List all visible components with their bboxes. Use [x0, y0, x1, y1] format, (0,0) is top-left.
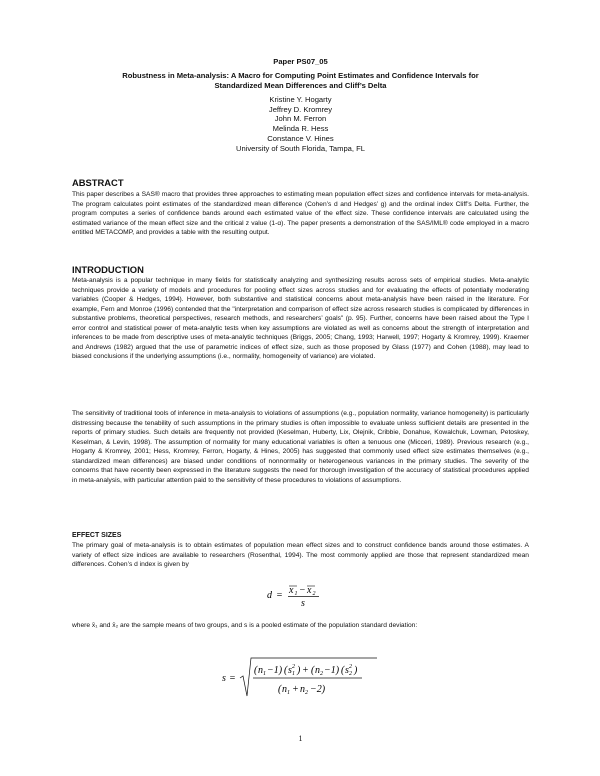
svg-text:(: ( [254, 665, 258, 676]
svg-text:s: s [288, 665, 292, 676]
title-line-2: Standardized Mean Differences and Cliff’s Delta [214, 80, 387, 90]
svg-text:2: 2 [305, 690, 308, 696]
svg-text:2: 2 [292, 664, 295, 670]
pooled-s-equation [222, 654, 382, 700]
paper-title [72, 71, 529, 90]
svg-text:(: ( [311, 665, 315, 676]
cohens-d-equation [267, 578, 337, 610]
introduction-heading: INTRODUCTION [72, 264, 144, 275]
abstract-heading: ABSTRACT [72, 177, 124, 188]
svg-text:−2): −2) [310, 684, 326, 695]
svg-text:s: s [301, 598, 305, 609]
svg-text:1: 1 [292, 671, 295, 677]
page-number: 1 [298, 734, 303, 743]
svg-text:s: s [222, 673, 226, 684]
svg-text:+: + [292, 684, 299, 695]
author-name: John M. Ferron [274, 114, 327, 124]
svg-text:−1): −1) [267, 665, 283, 676]
svg-text:n: n [300, 684, 305, 695]
svg-text:x: x [307, 585, 312, 596]
svg-text:=: = [229, 673, 236, 684]
author-block [72, 95, 529, 153]
introduction-paragraph-2: The sensitivity of traditional tools of inference in meta-analysis to violations of assumptions (e.g., population normality, variance homogeneity) is particularly distressing because the tenability of such assumptions in the primary studies is often impossible to evaluate unless sufficient details are presented in the reports of primary studies. Such details are frequently not provided (Keselman, Huberty, Lix, Olejnik, Cribbie, Donahue, Kowalchuk, Lowman, Petoskey, Keselman, & Levin, 1998). The assumption of normality for many educational variables is often a tenuous one (Micceri, 1989). Previous research (e.g., Hogarty & Kromrey, 2001; Hess, Kromrey, Ferron, Hogarty, & Hines, 2005) has suggested that commonly used effect size estimates themselves (e.g., standardized mean differences) are biased under conditions of nonnormality or heterogeneous variances in the primary studies. The severity of the concerns that have recently been expressed in the literature suggests the need for thorough investigation of the accuracy of statistical procedures applied in meta-analysis, with particular attention paid to the sensitivity of these procedures to violations of assumptions. [72, 410, 529, 484]
author-name: Melinda R. Hess [272, 124, 329, 134]
affiliation: University of South Florida, Tampa, FL [235, 143, 365, 153]
svg-text:n: n [315, 665, 320, 676]
svg-text:(: ( [284, 665, 288, 676]
svg-text:2: 2 [349, 664, 352, 670]
svg-text:d: d [267, 590, 272, 601]
svg-text:2: 2 [312, 591, 316, 597]
abstract-text: This paper describes a SAS® macro that provides three approaches to estimating mean population effect sizes and confidence intervals for meta-analysis. The program calculates point estimates of the standardized mean difference (Cohen’s d and Hedges’ g) and the ordinal index Cliff’s Delta. Further, the program computes a series of confidence bands around each estimated value of the effect size. These confidence intervals are calculated using the estimated variance of the mean effect size and the critical z value (1-α). The paper presents a demonstration of the SAS/IML® code employed in a macro entitled METACOMP, and provides a table with the resulting output. [72, 191, 529, 237]
svg-text:1: 1 [294, 591, 298, 597]
svg-text:+: + [302, 665, 309, 676]
effect-sizes-heading: EFFECT SIZES [72, 532, 122, 539]
svg-text:x: x [289, 585, 294, 596]
svg-text:(: ( [341, 665, 345, 676]
svg-text:(: ( [278, 684, 282, 695]
author-name: Jeffrey D. Kromrey [268, 104, 333, 114]
svg-text:n: n [282, 684, 287, 695]
paper-id: Paper PS07_05 [273, 57, 328, 66]
svg-text:−1): −1) [324, 665, 340, 676]
svg-text:2: 2 [349, 671, 352, 677]
svg-text:n: n [258, 665, 263, 676]
svg-text:−: − [299, 585, 306, 596]
svg-text:): ) [354, 665, 358, 676]
svg-text:): ) [297, 665, 301, 676]
introduction-paragraph-1: Meta-analysis is a popular technique in many fields for statistically analyzing and synthesizing results across sets of empirical studies. Meta-analytic techniques provide a variety of models and procedures for pooling effect sizes across studies and for evaluating the effects of potentially moderating variables (Cooper & Hedges, 1994). However, both substantive and statistical concerns about meta-analysis have been raised in the literature. For example, Fern and Monroe (1996) contended that the "interpretation and comparison of effect size across research studies is complicated by differences in substantive problems, theoretical perspectives, research methods, and researchers’ goals" (p. 95). Further, concerns have been raised about the Type I error control and statistical power of meta-analytic tests when key assumptions are violated as well as concerns about the strength of interpretation and inferences to be made from descriptive uses of meta-analytic techniques (Briggs, 2005; Chang, 1993; Harwell, 1997; Hogarty & Kromrey, 1999). Kraemer and Andrews (1982) argued that the use of parametric indices of effect size, such as those proposed by Glass (1977) and Cohen (1988), may lead to biased conclusions if the underlying assumptions (i.e., normality, homogeneity of variance) are violated. [72, 277, 529, 361]
author-name: Constance V. Hines [267, 133, 334, 143]
svg-text:=: = [276, 590, 283, 601]
svg-text:1: 1 [263, 671, 266, 677]
effect-sizes-paragraph: The primary goal of meta-analysis is to obtain estimates of population mean effect sizes and to construct confidence bands around those estimates. A variety of effect size indices are available to researchers (Rosenthal, 1994). The most commonly applied are those that represent standardized mean differences. Cohen’s d index is given by [72, 542, 529, 569]
where-text: where x̄₁ and x̄₂ are the sample means of two groups, and s is a pooled estimate of the population standard deviation: [72, 622, 418, 629]
svg-text:2: 2 [320, 671, 323, 677]
author-name: Kristine Y. Hogarty [269, 95, 332, 104]
svg-text:1: 1 [287, 690, 290, 696]
svg-text:s: s [345, 665, 349, 676]
title-line-1: Robustness in Meta-analysis: A Macro for Computing Point Estimates and Confidence Intervals for [122, 71, 479, 80]
